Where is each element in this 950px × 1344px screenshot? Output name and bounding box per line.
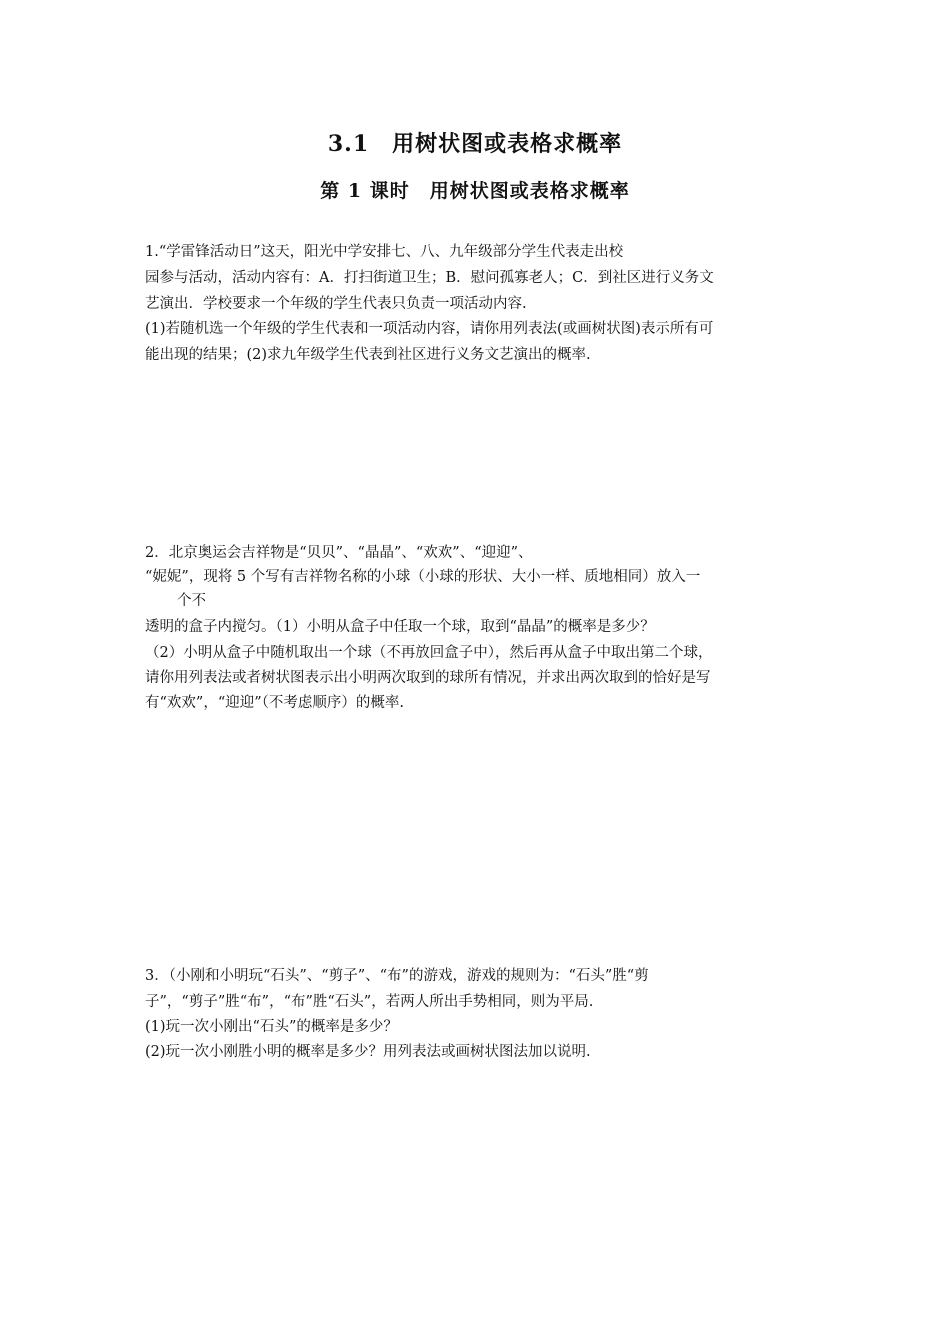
page-title: 3.1 用树状图或表格求概率 [327,131,623,157]
question-3-line: (1)玩一次小刚出“石头”的概率是多少？ [145,1019,398,1035]
question-2-line: 有“欢欢”，“迎迎”（不考虑顺序）的概率. [145,695,405,711]
question-2-line: （2）小明从盒子中随机取出一个球（不再放回盒子中），然后再从盒子中取出第二个球， [145,645,713,661]
question-2-line: 请你用列表法或者树状图表示出小明两次取到的球所有情况，并求出两次取到的恰好是写 [145,670,711,686]
question-2-line: 个不 [177,593,206,609]
question-1-line: 能出现的结果；(2)求九年级学生代表到社区进行义务文艺演出的概率. [145,347,591,363]
question-3-line: 子”，“剪子”胜“布”，“布”胜“石头”，若两人所出手势相同，则为平局. [145,994,594,1010]
question-1-line: 园参与活动，活动内容有：A．打扫街道卫生；B．慰问孤寡老人；C．到社区进行义务文 [145,270,714,286]
question-1-line: 艺演出．学校要求一个年级的学生代表只负责一项活动内容. [145,296,527,312]
lesson-subtitle: 第 1 课时 用树状图或表格求概率 [320,180,630,202]
question-3-line: (2)玩一次小刚胜小明的概率是多少？用列表法或画树状图法加以说明. [145,1044,591,1060]
question-1-line: (1)若随机选一个年级的学生代表和一项活动内容，请你用列表法(或画树状图)表示所有可 [145,321,714,337]
question-2-line: 透明的盒子内搅匀。（1）小明从盒子中任取一个球，取到“晶晶”的概率是多少？ [145,619,655,635]
question-3-line: 3．（小刚和小明玩“石头”、“剪子”、“布”的游戏，游戏的规则为：“石头”胜“剪 [145,968,649,984]
question-2-line: 2．北京奥运会吉祥物是“贝贝”、“晶晶”、“欢欢”、“迎迎”、 [145,545,533,561]
question-2-line: “妮妮”，现将 5 个写有吉祥物名称的小球（小球的形状、大小一样、质地相同）放入一 [145,569,701,585]
question-1-line: 1.“学雷锋活动日”这天，阳光中学安排七、八、九年级部分学生代表走出校 [145,244,624,260]
